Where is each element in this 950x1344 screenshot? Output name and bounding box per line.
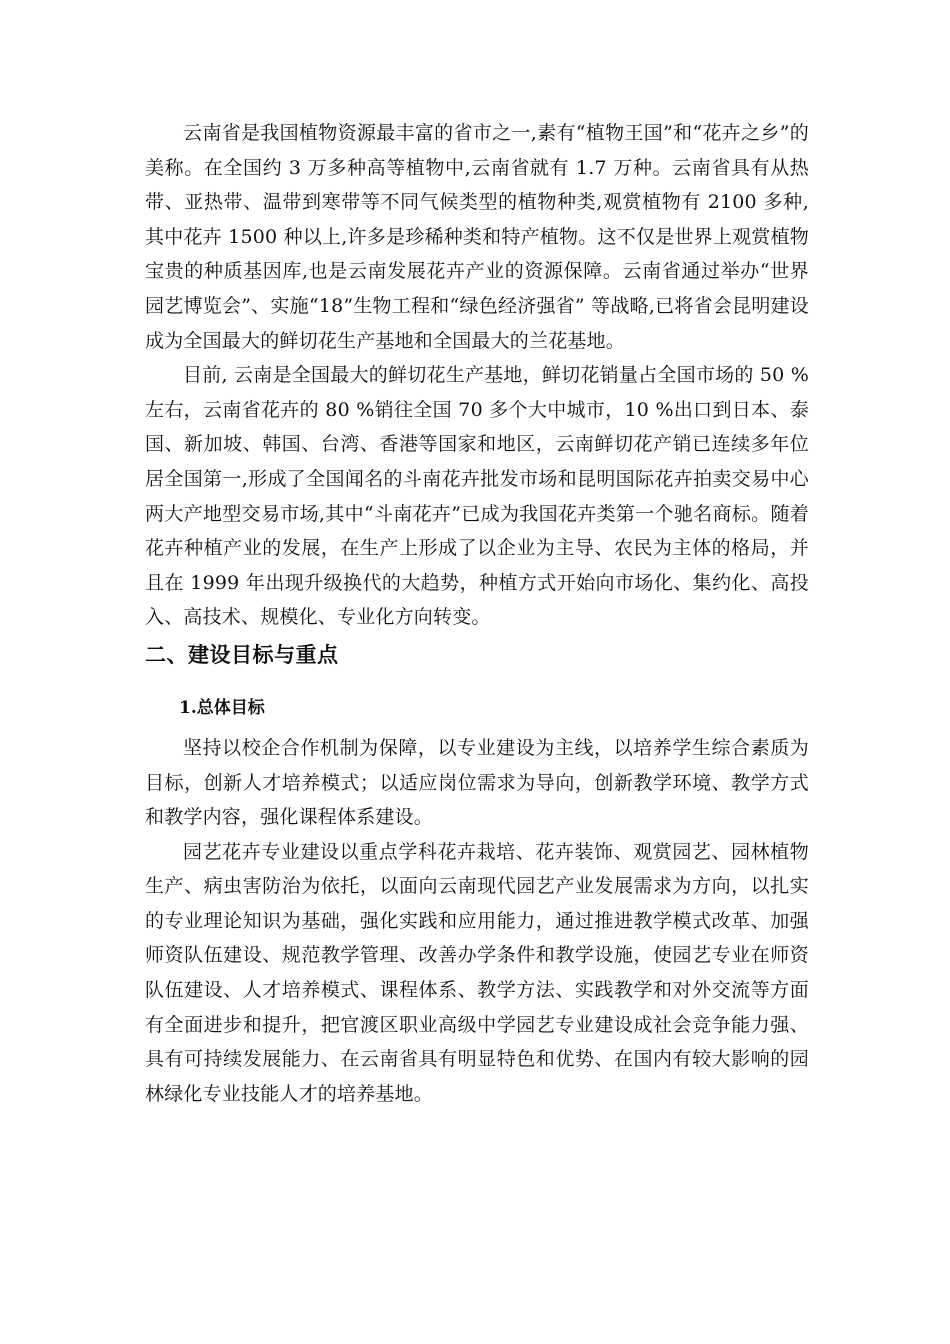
document-body bbox=[145, 116, 809, 1111]
subsection-number: 1 bbox=[179, 697, 191, 718]
paragraph-horticulture-program: 园艺花卉专业建设以重点学科花卉栽培、花卉装饰、观赏园艺、园林植物生产、病虫害防治为依托，以面向云南现代园艺产业发展需求为方向，以扎实的专业理论知识为基础，强化实践和应用能力，通过推进教学模式改革、加强师资队伍建设、规范教学管理、改善办学条件和教学设施，使园艺专业在师资队伍建设、人才培养模式、课程体系、教学方法、实践教学和对外交流等方面有全面进步和提升，把官渡区职业高级中学园艺专业建设成社会竞争能力强、具有可持续发展能力、在云南省具有明显特色和优势、在国内有较大影响的园林绿化专业技能人才的培养基地。 bbox=[145, 840, 809, 1105]
subsection-separator: . bbox=[190, 697, 197, 718]
paragraph-yunnan-flower-market: 目前, 云南是全国最大的鲜切花生产基地，鲜切花销量占全国市场的 50 %左右，云南省花卉的 80 %销往全国 70 多个大中城市，10 %出口到日本、泰国、新加坡、韩国、台湾、香港等国家和地区，云南鲜切花产销已连续多年位居全国第一,形成了全国闻名的斗南花卉批发市场和昆明国际花卉拍卖交易中心两大产地型交易市场,其中“斗南花卉”已成为我国花卉类第一个驰名商标。随着花卉种植产业的发展，在生产上形成了以企业为主导、农民为主体的格局，并且在 1999 年出现升级换代的大趋势，种植方式开始向市场化、集约化、高投入、高技术、规模化、专业化方向转变。 bbox=[145, 364, 809, 629]
subsection-title: 总体目标 bbox=[196, 697, 265, 718]
section-heading: 二、建设目标与重点 bbox=[145, 641, 339, 667]
subsection-heading bbox=[145, 691, 809, 725]
paragraph-yunnan-plant-resources: 云南省是我国植物资源最丰富的省市之一,素有“植物王国”和“花卉之乡”的美称。在全国约 3 万多种高等植物中,云南省就有 1.7 万种。云南省具有从热带、亚热带、温带到寒带等不同气候类型的植物种类,观赏植物有 2100 多种,其中花卉 1500 种以上,许多是珍稀种类和特产植物。这不仅是世界上观赏植物宝贵的种质基因库,也是云南发展花卉产业的资源保障。云南省通过举办“世界园艺博览会”、实施“18”生物工程和“绿色经济强省” 等战略,已将省会昆明建设成为全国最大的鲜切花生产基地和全国最大的兰花基地。 bbox=[145, 122, 809, 352]
paragraph-overall-goal: 坚持以校企合作机制为保障，以专业建设为主线，以培养学生综合素质为目标，创新人才培养模式；以适应岗位需求为导向，创新教学环境、教学方式和教学内容，强化课程体系建设。 bbox=[145, 736, 809, 829]
